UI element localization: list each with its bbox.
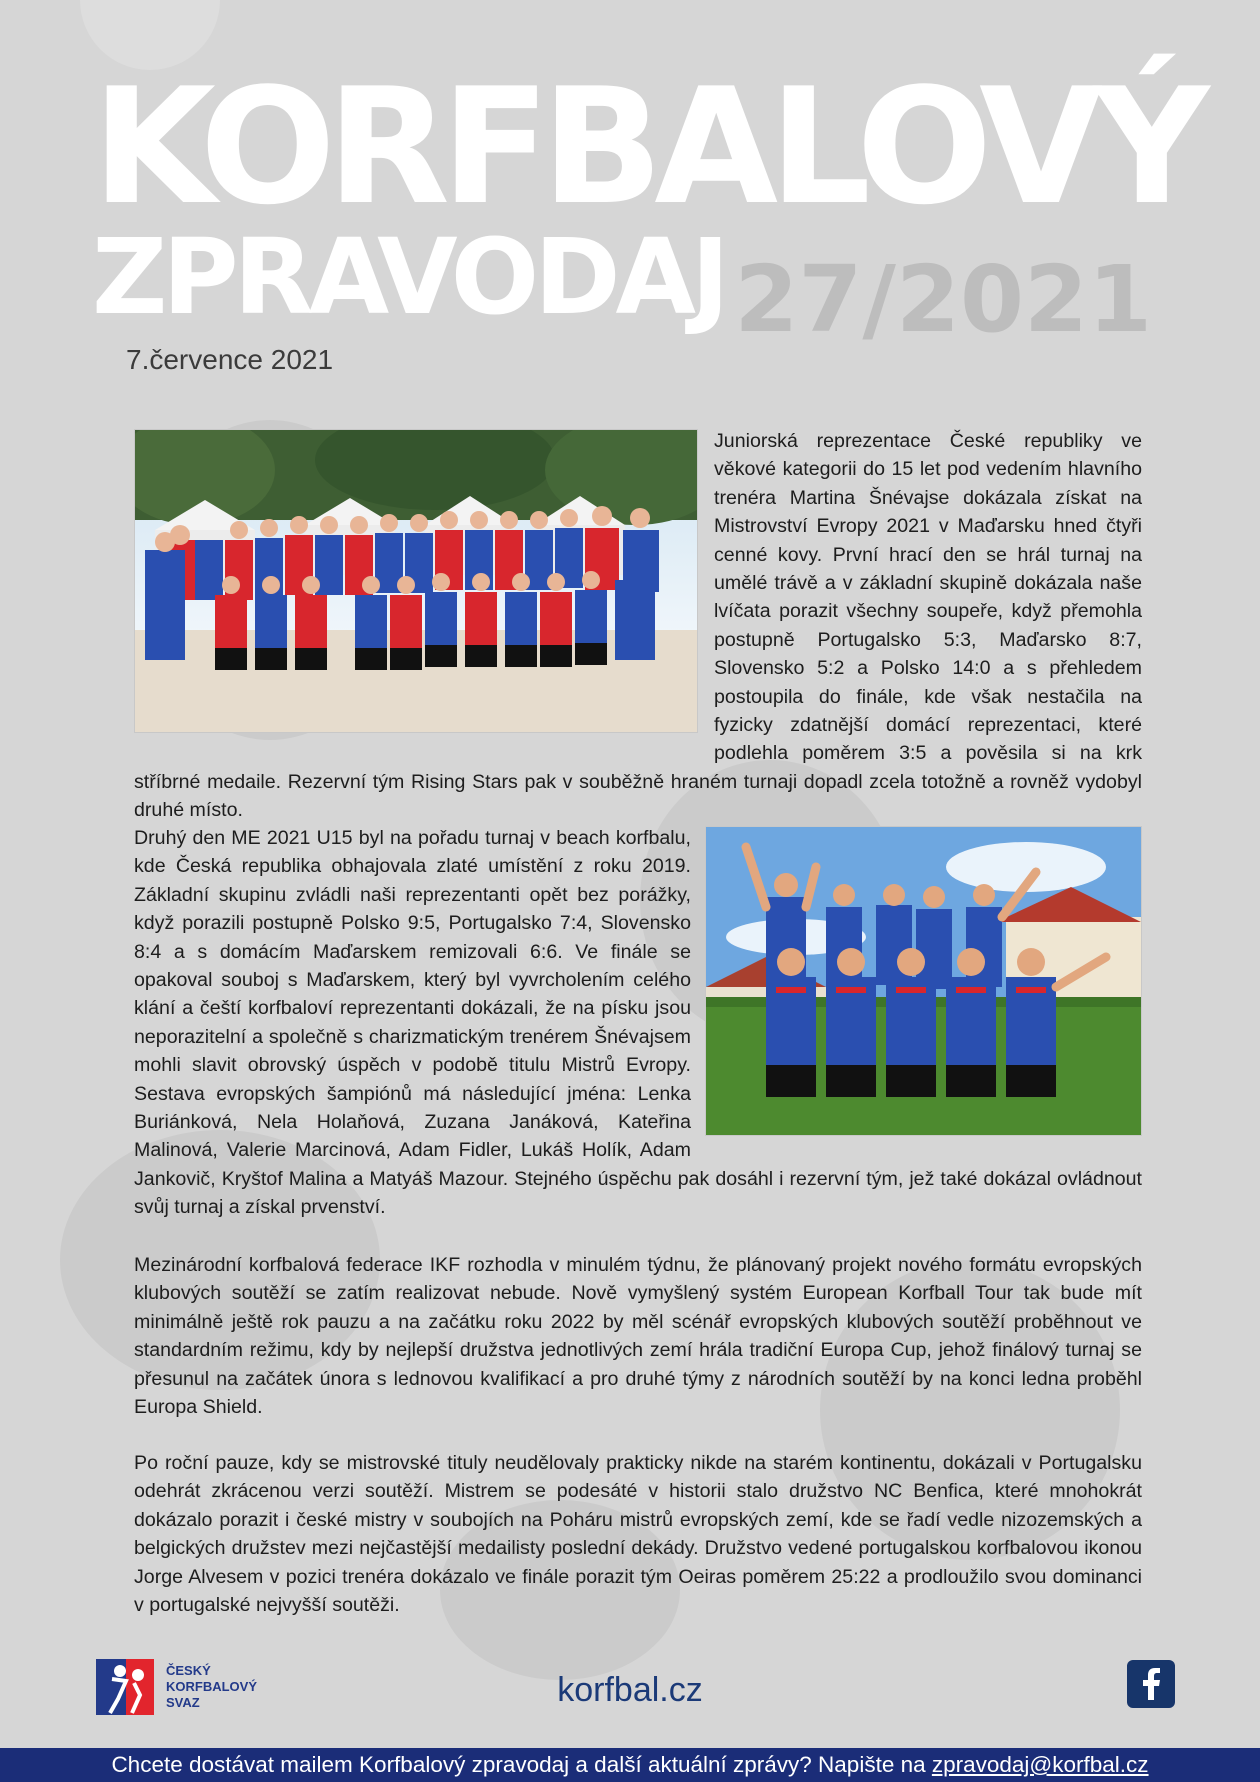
federation-name-line: ČESKÝ bbox=[166, 1663, 211, 1678]
newsletter-email-link[interactable]: zpravodaj@korfbal.cz bbox=[931, 1752, 1149, 1777]
facebook-glyph bbox=[1127, 1660, 1175, 1708]
article-portugal bbox=[134, 1449, 1142, 1619]
masthead-title: KORFBALOVÝ bbox=[92, 53, 1201, 240]
team-photo-beach-image bbox=[135, 430, 697, 732]
newsletter-signup-bar bbox=[0, 1748, 1260, 1782]
article-u15-field bbox=[134, 427, 1142, 825]
team-photo-grass bbox=[705, 826, 1142, 1136]
issue-date: 7.července 2021 bbox=[126, 344, 334, 375]
article-paragraph: Juniorská reprezentace České republiky ve věkové kategorii do 15 let pod vedením hlavního trenéra Martina Šnévajse dokázala získat na Mistrovství Evropy 2021 v Maďarsku hned čtyři cenné kovy. První hrací den se hrál turnaj na umělé trávě a v základní skupině dokázala naše lvíčata porazit všechny soupeře, když přemohla postupně Portugalsko 5:3, Maďarsko 8:7, Slovensko 5:2 a Polsko 14:0 a s přehledem postoupila do finále, kde však nestačila na fyzicky zdatnější domácí reprezentaci, které podlehla poměrem 3:5 a pověsila si na krk stříbrné medaile. Rezervní tým Rising Stars pak v souběžně hraném turnaji dopadl zcela totožně a rovněž vydobyl druhé místo. bbox=[134, 430, 1142, 822]
newsletter-cta-text: Chcete dostávat mailem Korfbalový zpravodaj a další aktuální zprávy? Napište na bbox=[111, 1752, 932, 1777]
article-paragraph: Druhý den ME 2021 U15 byl na pořadu turnaj v beach korfbalu, kde Česká republika obhajovala zlaté umístění z roku 2019. Základní skupinu zvládli naši reprezentanti opět bez porážky, když porazili postupně Polsko 9:5, Portugalsko 7:4, Slovensko 8:4 a s domácím Maďarskem remizovali 6:6. Ve finále se opakoval souboj s Maďarskem, který byl vyvrcholením celého klání a čeští korfbaloví reprezentanti dokázali, že na písku jsou neporazitelní a společně s charizmatickým trenérem Šnévajsem mohli slavit obrovský úspěch v podobě titulu Mistrů Evropy. Sestava evropských šampiónů má následující jména: Lenka Buriánková, Nela Holaňová, Zuzana Janáková, Kateřina Malinová, Valerie Marcinová, Adam Fidler, Lukáš Holík, Adam Jankovič, Kryštof Malina a Matyáš Mazour. Stejného úspěchu pak dosáhl i rezervní tým, jež také dokázal ovládnout svůj turnaj a získal prvenství. bbox=[134, 827, 1142, 1219]
team-photo-grass-image bbox=[706, 827, 1141, 1135]
federation-name-line: SVAZ bbox=[166, 1695, 200, 1710]
article-paragraph: Mezinárodní korfbalová federace IKF rozhodla v minulém týdnu, že plánovaný projekt nového formátu evropských klubových soutěží se zatím realizovat nebude. Nově vymyšlený systém European Korfball Tour tak bude mít minimálně ještě rok pauzu a na začátku roku 2022 by měl scénář evropských klubových soutěží proběhnout ve standardním režimu, kdy by nejlepší družstva jednotlivých zemí hrála tradiční Europa Cup, jehož finálový turnaj se přesunul na začátek února s lednovou kvalifikací a pro druhé týmy z národních soutěží by na konci ledna proběhl Europa Shield. bbox=[134, 1254, 1142, 1419]
facebook-icon[interactable] bbox=[1127, 1660, 1175, 1708]
website-link[interactable]: korfbal.cz bbox=[557, 1671, 703, 1709]
issue-number: 27/2021 bbox=[734, 246, 1152, 353]
team-photo-beach bbox=[134, 429, 698, 733]
article-ikf-tour bbox=[134, 1251, 1142, 1421]
article-u15-beach bbox=[134, 824, 1142, 1222]
masthead-subtitle: ZPRAVODAJ bbox=[92, 216, 725, 338]
footer bbox=[0, 1655, 1260, 1735]
article-paragraph: Po roční pauze, kdy se mistrovské tituly neudělovaly prakticky nikde na starém kontinentu, dokázali v Portugalsku odehrát zkrácenou verzi soutěží. Mistrem se podesáté v historii stalo družstvo NC Benfica, které mnohokrát dokázalo porazit i české mistry v soubojích na Poháru mistrů evropských zemí, kde se řadí vedle nizozemských a belgických družstev mezi nejčastější medailisty poslední dekády. Družstvo vedené portugalskou korfbalovou ikonou Jorge Alvesem v pozici trenéra dokázalo ve finále porazit tým Oeiras poměrem 25:22 a prodloužilo svou dominanci v portugalské nejvyšší soutěži. bbox=[134, 1452, 1142, 1617]
federation-name-line: KORFBALOVÝ bbox=[166, 1679, 257, 1694]
